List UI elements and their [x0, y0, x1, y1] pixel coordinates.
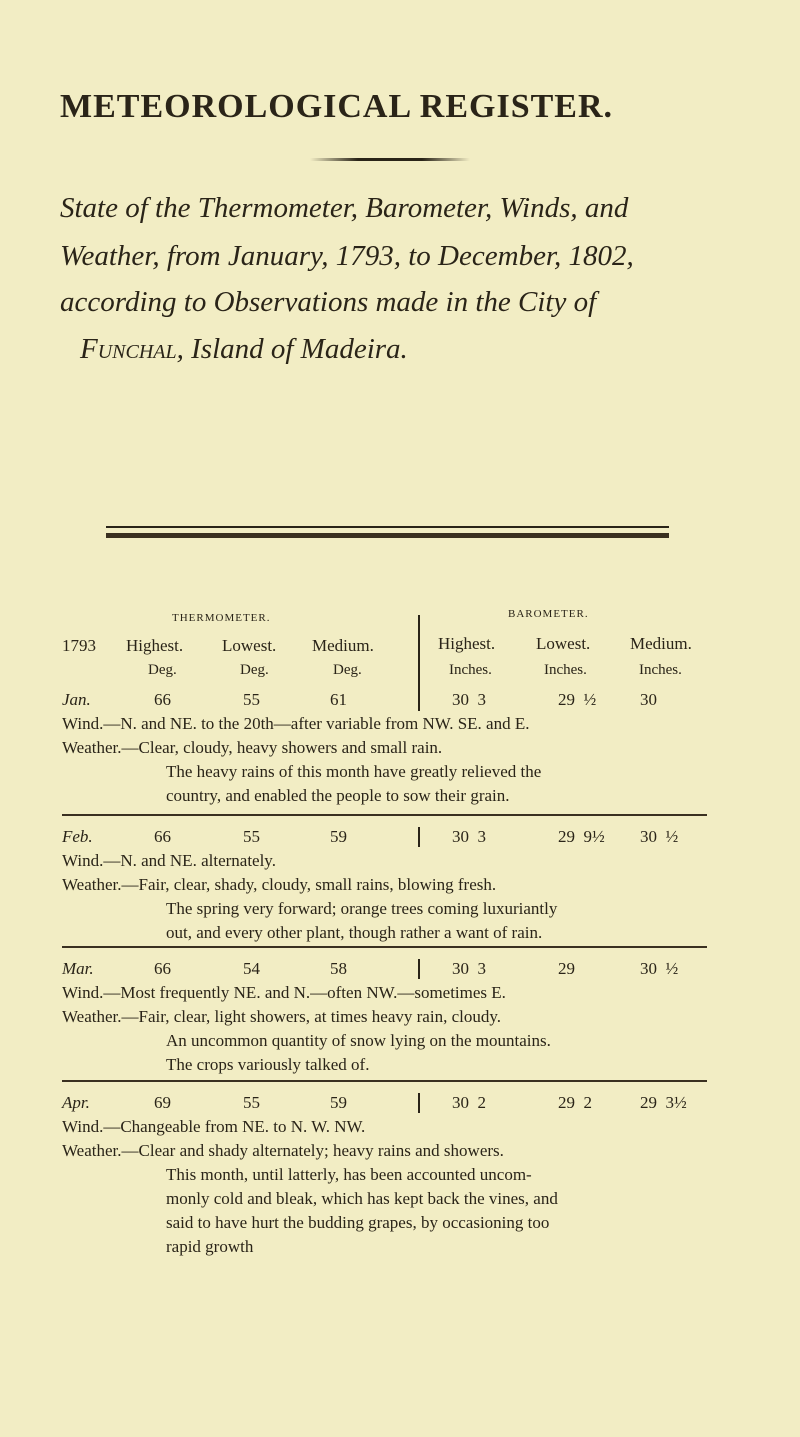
month-value: 55	[243, 827, 260, 846]
col-header: Highest.	[126, 636, 184, 655]
rule-thin	[106, 526, 669, 528]
subtitle-line-1: State of the Thermometer, Barometer, Winds, and	[60, 192, 629, 224]
island-name: Island of Madeira.	[183, 333, 408, 365]
column-divider	[418, 615, 420, 711]
month-value: 29 ½	[558, 690, 597, 709]
month-value: 29 2	[558, 1093, 592, 1112]
col-header: Highest.	[438, 634, 496, 653]
month-label: Mar.	[62, 959, 94, 978]
col-header: Medium.	[312, 636, 374, 655]
month-label: Apr.	[62, 1093, 90, 1112]
month-value: 30 2	[452, 1093, 486, 1112]
unit: Deg.	[333, 662, 362, 678]
section-divider	[62, 814, 707, 816]
note-text: The spring very forward; orange trees coming luxuriantly	[166, 899, 558, 918]
col-header: Lowest.	[222, 636, 277, 655]
month-value: 29 3½	[640, 1093, 687, 1112]
place-name: Funchal,	[80, 333, 184, 365]
month-value: 29 9½	[558, 827, 605, 846]
month-label: Feb.	[62, 827, 93, 846]
column-divider	[418, 827, 420, 847]
month-value: 66	[154, 827, 171, 846]
month-value: 30 ½	[640, 827, 679, 846]
unit: Inches.	[544, 662, 587, 678]
note-text: country, and enabled the people to sow their grain.	[166, 786, 510, 805]
month-value: 29	[558, 959, 575, 978]
subtitle-line-3: according to Observations made in the City of	[60, 286, 597, 318]
month-label: Jan.	[62, 690, 91, 709]
weather-text: Weather.—Fair, clear, shady, cloudy, small rains, blowing fresh.	[62, 875, 497, 894]
month-value: 30 ½	[640, 959, 679, 978]
month-value: 66	[154, 959, 171, 978]
weather-text: Weather.—Clear, cloudy, heavy showers and small rain.	[62, 738, 443, 757]
subtitle-line-4	[80, 333, 408, 366]
month-value: 55	[243, 690, 260, 709]
column-divider	[418, 1093, 420, 1113]
column-divider	[418, 959, 420, 979]
note-text: This month, until latterly, has been accounted uncom-	[166, 1165, 532, 1184]
unit: Inches.	[449, 662, 492, 678]
month-value: 30 3	[452, 827, 486, 846]
month-value: 54	[243, 959, 260, 978]
note-text: The crops variously talked of.	[166, 1055, 370, 1074]
month-value: 59	[330, 1093, 347, 1112]
unit: Deg.	[240, 662, 269, 678]
thermometer-heading: THERMOMETER.	[172, 612, 271, 624]
month-value: 61	[330, 690, 347, 709]
month-value: 69	[154, 1093, 171, 1112]
weather-text: Weather.—Fair, clear, light showers, at times heavy rain, cloudy.	[62, 1007, 501, 1026]
wind-text: Wind.—Most frequently NE. and N.—often NW.—sometimes E.	[62, 983, 506, 1002]
note-text: out, and every other plant, though rather a want of rain.	[166, 923, 543, 942]
wind-text: Wind.—N. and NE. to the 20th—after variable from NW. SE. and E.	[62, 714, 530, 733]
col-header: Medium.	[630, 634, 692, 653]
month-value: 30	[640, 690, 657, 709]
unit: Deg.	[148, 662, 177, 678]
note-text: The heavy rains of this month have greatly relieved the	[166, 762, 542, 781]
rule-thick	[106, 533, 669, 538]
month-value: 66	[154, 690, 171, 709]
wind-text: Wind.—N. and NE. alternately.	[62, 851, 276, 870]
unit: Inches.	[639, 662, 682, 678]
month-value: 30 3	[452, 959, 486, 978]
weather-text: Weather.—Clear and shady alternately; heavy rains and showers.	[62, 1141, 504, 1160]
note-text: rapid growth	[166, 1237, 254, 1256]
ornament-divider	[310, 158, 470, 161]
note-text: monly cold and bleak, which has kept back the vines, and	[166, 1189, 558, 1208]
barometer-heading: BAROMETER.	[508, 608, 589, 620]
month-value: 30 3	[452, 690, 486, 709]
page-title: METEOROLOGICAL REGISTER.	[60, 88, 614, 125]
wind-text: Wind.—Changeable from NE. to N. W. NW.	[62, 1117, 366, 1136]
section-divider	[62, 1080, 707, 1082]
month-value: 58	[330, 959, 347, 978]
year: 1793	[62, 636, 96, 655]
col-header: Lowest.	[536, 634, 591, 653]
month-value: 59	[330, 827, 347, 846]
note-text: An uncommon quantity of snow lying on the mountains.	[166, 1031, 551, 1050]
subtitle-line-2: Weather, from January, 1793, to December, 1802,	[60, 240, 634, 272]
month-value: 55	[243, 1093, 260, 1112]
section-divider	[62, 946, 707, 948]
note-text: said to have hurt the budding grapes, by occasioning too	[166, 1213, 550, 1232]
